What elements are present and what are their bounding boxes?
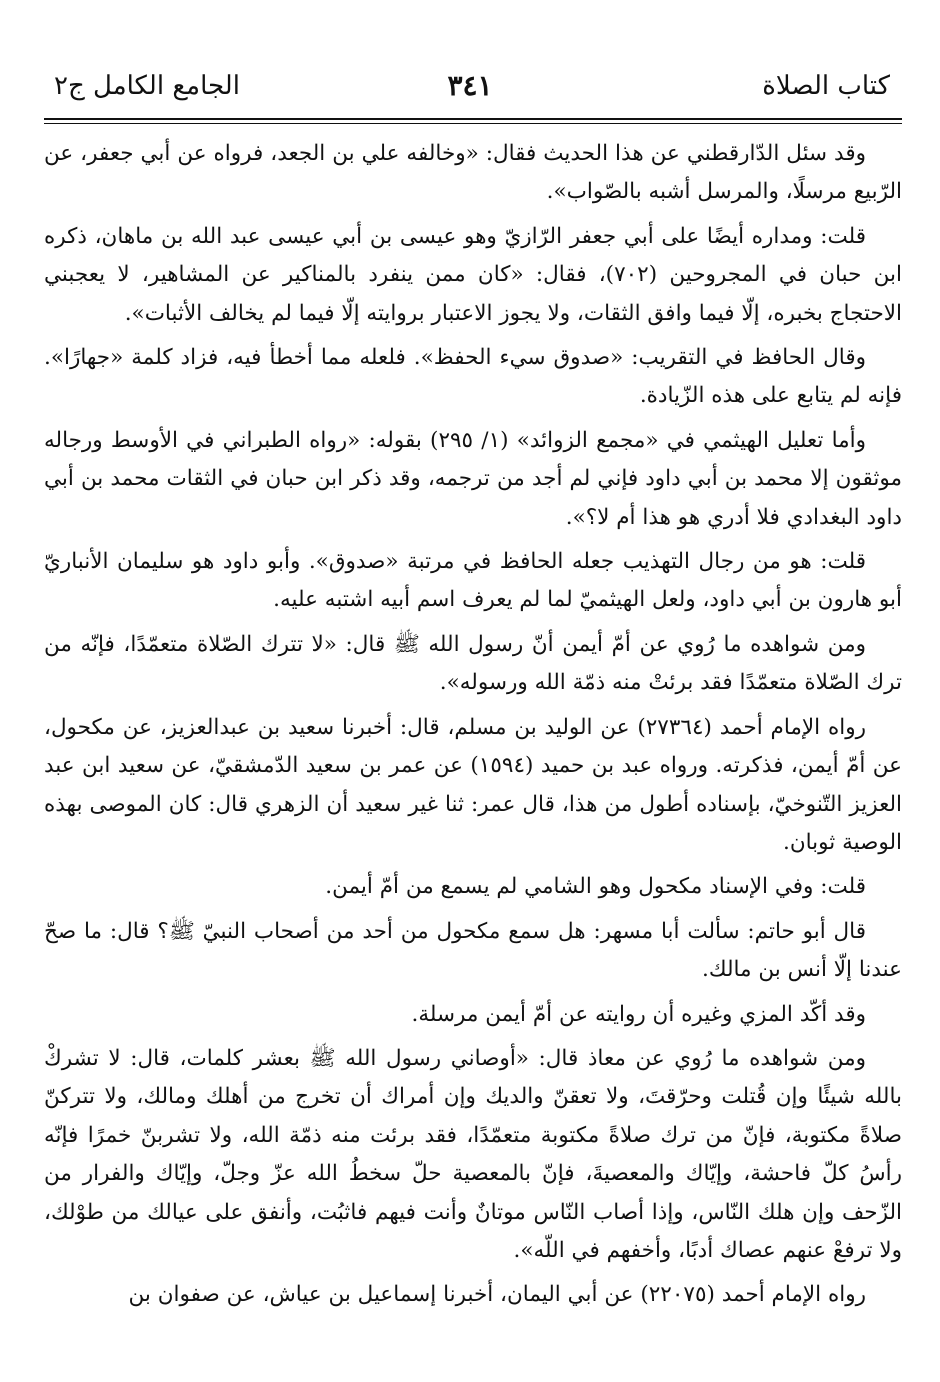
paragraph: قلت: وفي الإسناد مكحول وهو الشامي لم يسمع من أمّ أيمن. [325, 874, 866, 900]
book-title: كتاب الصلاة [762, 71, 890, 101]
body-text [44, 135, 902, 1321]
header-rule-thin [44, 123, 902, 124]
paragraph: وقد أكّد المزي وغيره أن روايته عن أمّ أيمن مرسلة. [411, 1001, 866, 1027]
paragraph: وأما تعليل الهيثمي في «مجمع الزوائد» (١/ ٢٩٥) بقوله: «رواه الطبراني في الأوسط ورجاله موثقون إلا محمد بن أبي داود فإني لم أجد من ترجمه، وقد ذكر ابن حبان في الثقات محمد بن أبي داود البغدادي فلا أدري هو هذا أم لا؟». [44, 427, 902, 530]
paragraph: قلت: ومداره أيضًا على أبي جعفر الرّازيّ وهو عيسى بن أبي عيسى عبد الله بن ماهان، ذكره ابن حبان في المجروحين (٧٠٢)، فقال: «كان ممن ينفرد بالمناكير عن المشاهير، لا يعجبني الاحتجاج بخبره، إلّا فيما وافق الثقات، ولا يجوز الاعتبار بروايته إلّا فيما لم يخالف الأثبات». [44, 223, 902, 326]
running-header [44, 64, 896, 108]
paragraph: قال أبو حاتم: سألت أبا مسهر: هل سمع مكحول من أحد من أصحاب النبيّ ﷺ؟ قال: ما صحّ عندنا إلّا أنس بن مالك. [44, 918, 902, 983]
paragraph: ومن شواهده ما رُوي عن معاذ قال: «أوصاني رسول الله ﷺ بعشر كلمات، قال: لا تشركْ بالله شيئًا وإن قُتلت وحرّقتَ، ولا تعقنّ والديك وإن أمراك أن تخرج من أهلك ومالك، ولا تتركنّ صلاةً مكتوبة، فإنّ من ترك صلاةً مكتوبة متعمّدًا، فقد برئت منه ذمّة الله، ولا تشربنّ خمرًا فإنّه رأسُ كلّ فاحشة، وإيّاك والمعصيةَ، فإنّ بالمعصية حلّ سخطُ الله عزّ وجلّ، وإيّاك والفرار من الزّحف وإن هلك النّاس، وإذا أصاب النّاس موتانٌ وأنت فيهم فاثبُت، وأنفق على عيالك من طوْلك، ولا ترفعْ عنهم عصاك أدبًا، وأخفهم في اللّه». [44, 1045, 902, 1263]
paragraph: قلت: هو من رجال التهذيب جعله الحافظ في مرتبة «صدوق». وأبو داود هو سليمان الأنباريّ أبو هارون بن أبي داود، ولعل الهيثميّ لما لم يعرف اسم أبيه اشتبه عليه. [44, 549, 902, 613]
paragraph: رواه الإمام أحمد (٢٢٠٧٥) عن أبي اليمان، أخبرنا إسماعيل بن عياش، عن صفوان بن [128, 1282, 866, 1308]
paragraph: ومن شواهده ما رُوي عن أمّ أيمن أنّ رسول الله ﷺ قال: «لا تترك الصّلاة متعمّدًا، فإنّه من ترك الصّلاة متعمّدًا فقد برئتْ منه ذمّة الله ورسوله». [44, 631, 902, 696]
paragraph: وقد سئل الدّارقطني عن هذا الحديث فقال: «وخالفه علي بن الجعد، فرواه عن أبي جعفر، عن الرّبيع مرسلًا، والمرسل أشبه بالصّواب». [44, 141, 902, 205]
page-number: ٣٤١ [447, 69, 493, 102]
header-rule-thick [44, 118, 902, 120]
volume-title: الجامع الكامل ج٢ [54, 71, 240, 101]
paragraph: رواه الإمام أحمد (٢٧٣٦٤) عن الوليد بن مسلم، قال: أخبرنا سعيد بن عبدالعزيز، عن مكحول، عن أمّ أيمن، فذكرته. ورواه عبد بن حميد (١٥٩٤) عن عمر بن سعيد الدّمشقيّ، عن سعيد ابن عبد العزيز التّنوخيّ، بإسناده أطول من هذا، قال عمر: ثنا غير سعيد أن الزهري قال: كان الموصى بهذه الوصية ثوبان. [44, 714, 902, 855]
paragraph: وقال الحافظ في التقريب: «صدوق سيء الحفظ». فلعله مما أخطأ فيه، فزاد كلمة «جهارًا». فإنه لم يتابع على هذه الزّيادة. [44, 345, 902, 409]
